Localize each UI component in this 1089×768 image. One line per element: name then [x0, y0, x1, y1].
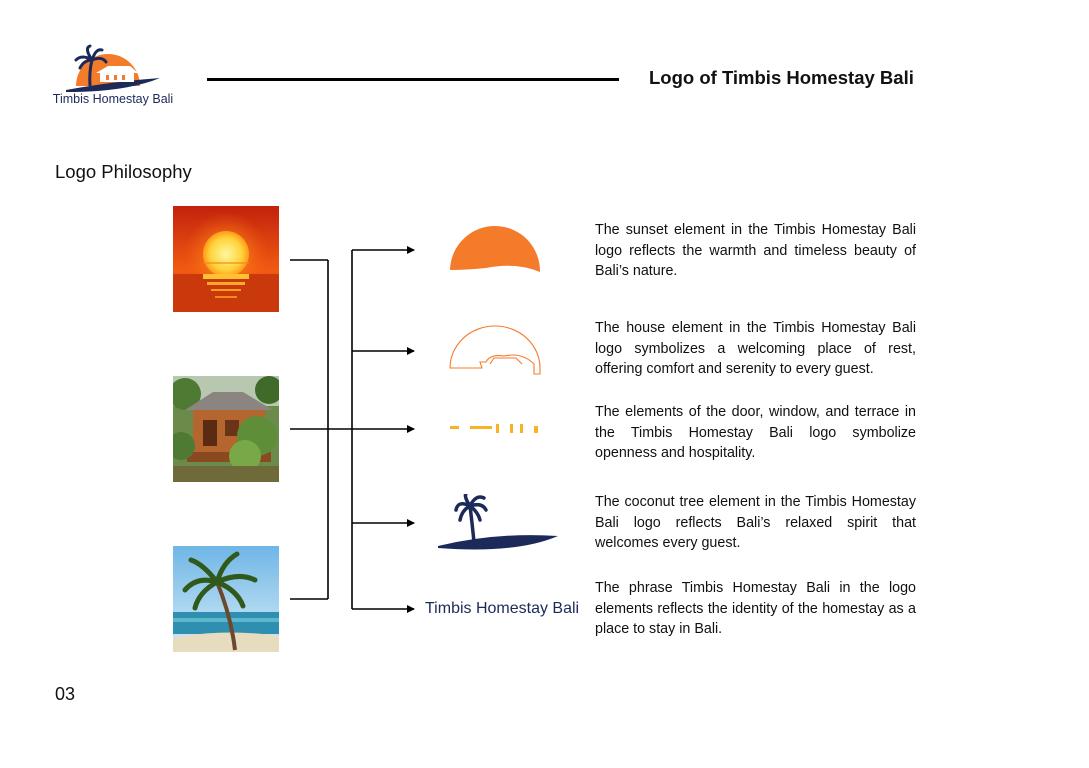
- door-window-terrace-icon: [446, 418, 544, 438]
- phrase-element-label: Timbis Homestay Bali: [425, 600, 580, 617]
- house-element-icon: [446, 324, 544, 376]
- description-house: The house element in the Timbis Homestay Bali logo symbolizes a welcoming place of rest, offering comfort and serenity to every guest.: [595, 320, 916, 377]
- logo-text: Timbis Homestay Bali: [52, 92, 174, 106]
- description-door-window-terrace: The elements of the door, window, and terrace in the Timbis Homestay Bali logo symbolize openness and hospitality.: [595, 404, 916, 461]
- section-title: Logo Philosophy: [55, 161, 192, 182]
- description-phrase: The phrase Timbis Homestay Bali in the logo elements reflects the identity of the homestay as a place to stay in Bali.: [595, 580, 916, 637]
- description-coconut-tree: The coconut tree element in the Timbis Homestay Bali logo reflects Bali’s relaxed spirit that welcomes every guest.: [595, 494, 916, 551]
- description-sunset: The sunset element in the Timbis Homestay Bali logo reflects the warmth and timeless beauty of Bali’s nature.: [595, 222, 916, 279]
- page-title: Logo of Timbis Homestay Bali: [649, 67, 914, 88]
- sunset-element-icon: [446, 224, 544, 276]
- page-number: 03: [55, 684, 76, 704]
- coconut-tree-element-icon: [436, 494, 560, 554]
